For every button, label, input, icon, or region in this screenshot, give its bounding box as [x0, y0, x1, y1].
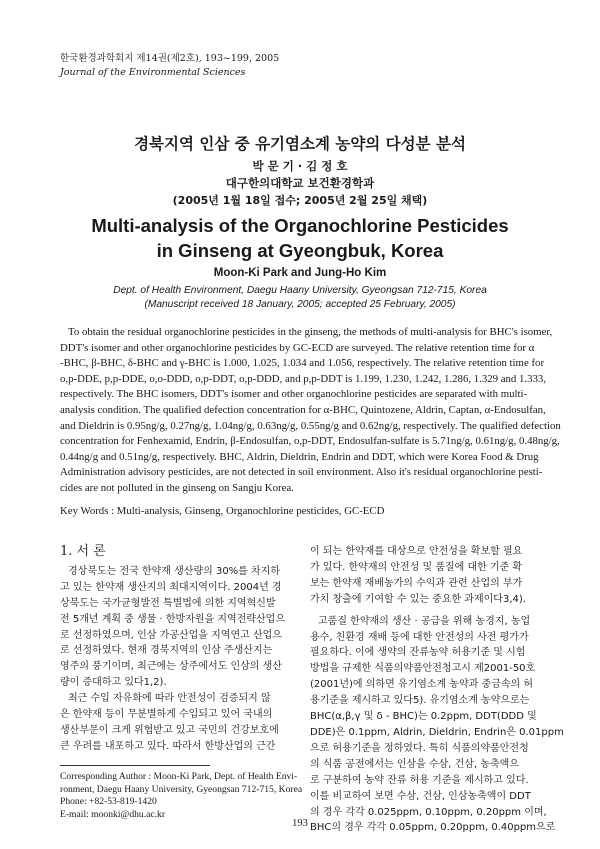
- footnote-line: Corresponding Author : Moon-Ki Park, Dept. of Health Envi-: [60, 771, 298, 782]
- body-line: 가치 창출에 기여할 수 있는 중요한 과제이다3,4).: [310, 593, 526, 605]
- abstract-line: concentration for Fenhexamid, Endrin, β-Endosulfan, o,p-DDT, Endosulfan-sulfate is 5.71ng/g, 0.61ng/g, 0.48ng/g,: [60, 435, 560, 448]
- footnote-line: E-mail: moonki@dhu.ac.kr: [60, 808, 166, 820]
- footnote-line: ronment, Daegu Haany University, Gyeongsan 712-715, Korea: [60, 783, 303, 795]
- section-heading: 1. 서 론: [60, 544, 106, 559]
- abstract-line: o,p-DDE, p,p-DDE, o,o-DDD, o,p-DDT, o,p-DDD, and p,p-DDT is 1.199, 1.230, 1.242, 1.286, 1.329 and 1.333,: [60, 372, 547, 385]
- body-line: 방법을 규제한 식품의약품안전청고시 제2001-50호: [310, 663, 536, 675]
- abstract-line: To obtain the residual organochlorine pesticides in the ginseng, the methods of multi-analysis for BHC's isomer,: [68, 326, 553, 338]
- abstract-line: Administration advisory pesticides, are not detected in soil environment. Also it's residual organochlorine pesti-: [60, 466, 543, 479]
- body-line: 용수, 친환경 재배 등에 대한 안전성의 사전 평가가: [310, 631, 529, 643]
- body-line: 생산부문이 크게 위협받고 있고 국민의 건강보호에: [60, 724, 279, 736]
- abstract-line: and Dieldrin is 0.95ng/g, 0.27ng/g, 1.04ng/g, 0.63ng/g, 0.55ng/g and 0.62ng/g, respectively. The qualified defection: [60, 419, 561, 432]
- abstract-line: respectively. The BHC isomers, DDT's isomer and other organochlorine pesticides are separated with multi-: [60, 388, 528, 401]
- title-en-line1: Multi-analysis of the Organochlorine Pesticides: [91, 215, 509, 236]
- body-line: 최근 수입 자유화에 따라 안전성이 검증되지 않: [68, 693, 271, 705]
- affiliation-en-block: [0, 284, 600, 312]
- body-column-left: [60, 544, 292, 755]
- journal-citation-kr: 한국환경과학회지 제14권(제2호), 193~199, 2005: [60, 53, 280, 64]
- body-line: 고 있는 한약재 생산지의 최대지역이다. 2004년 경: [60, 581, 282, 593]
- body-line: 로 구분하여 농약 잔류 허용 기준을 제시하고 있다.: [310, 774, 529, 786]
- body-line: 로 선정하였다. 현재 경북지역의 인삼 주생산지는: [60, 645, 273, 657]
- body-line: 은 한약재 등이 무분별하게 수입되고 있어 국내의: [60, 709, 273, 721]
- body-line: 으로 허용기준을 정하였다. 특히 식품의약품안전청: [310, 742, 529, 754]
- dates-en: (Manuscript received 18 January, 2005; accepted 25 February, 2005): [144, 299, 456, 310]
- body-line: DDE)은 0.1ppm, Aldrin, Dieldrin, Endrin은 0.01ppm: [310, 726, 564, 738]
- body-line: 전 5개년 계획 중 생물 · 한방자원을 지역전략산업으: [60, 613, 285, 625]
- abstract-line: -BHC, β-BHC, δ-BHC and γ-BHC is 1.000, 1.025, 1.034 and 1.056, respectively. The relative retention time for: [60, 357, 545, 370]
- body-line: 경상북도는 전국 한약재 생산량의 30%를 차지하: [68, 565, 280, 577]
- abstract-line: analysis condition. The qualified defection concentration for α-BHC, Quintozene, Aldrin, Captan, α-Endosulfan,: [60, 403, 546, 416]
- body-line: 로 선정하였으며, 인삼 가공산업을 지역연고 산업으: [60, 629, 282, 641]
- body-line: 가 있다. 한약재의 안전성 및 품질에 대한 기준 확: [310, 561, 523, 573]
- affiliation-en: Dept. of Health Environment, Daegu Haany University, Gyeongsan 712-715, Korea: [113, 285, 487, 296]
- body-line: 의 식품 공전에서는 인삼을 수삼, 건삼, 농축액으: [310, 758, 519, 770]
- body-line: 큰 우려를 내포하고 있다. 따라서 한방산업의 근간: [60, 740, 276, 752]
- corresponding-author-footnote: [60, 771, 303, 821]
- abstract-line: DDT's isomer and other organochlorine pesticides by GC-ECD are surveyed. The relative retention time for α: [60, 341, 535, 354]
- authors-en: Moon-Ki Park and Jung-Ho Kim: [213, 267, 387, 279]
- title-en: [0, 213, 600, 263]
- abstract: [60, 325, 561, 497]
- dates-kr: (2005년 1월 18일 접수; 2005년 2월 25일 채택): [172, 194, 428, 207]
- abstract-line: cides are not polluted in the ginseng on Sangju Korea.: [60, 481, 294, 494]
- abstract-line: 0.44ng/g and 0.51ng/g, respectively. BHC, Aldrin, Dieldrin, Endrin and DDT, which were Korea Food & Drug: [60, 450, 539, 463]
- body-line: 필요하다. 이에 생약의 잔류농약 허용기준 및 시험: [310, 647, 526, 659]
- footnote-line: Phone: +82-53-819-1420: [60, 796, 157, 807]
- journal-name-en: Journal of the Environmental Sciences: [60, 67, 246, 78]
- title-kr: 경북지역 인삼 중 유기염소계 농약의 다성분 분석: [134, 135, 466, 153]
- body-line: (2001년)에 의하면 유기염소계 농약과 중금속의 허: [310, 679, 534, 691]
- body-line: 상북도는 국가균형발전 특별법에 의한 지역혁신발: [60, 597, 276, 609]
- body-line: 이 되는 한약재를 대상으로 안전성을 확보할 필요: [310, 546, 523, 557]
- footnote-divider: [60, 765, 210, 766]
- journal-header: [60, 52, 279, 80]
- body-line: 의 경우 각각 0.025ppm, 0.10ppm, 0.20ppm 이며,: [310, 806, 547, 818]
- keywords: Key Words : Multi-analysis, Ginseng, Organochlorine pesticides, GC-ECD: [60, 505, 385, 517]
- affiliation-kr: 대구한의대학교 보건환경학과: [225, 176, 375, 190]
- body-line: 영주의 풍기이며, 최근에는 상주에서도 인삼의 생산: [60, 661, 282, 673]
- body-line: 고품질 한약재의 생산 · 공급을 위해 농경지, 농업: [318, 615, 531, 627]
- body-line: 량이 증대하고 있다1,2).: [60, 677, 167, 689]
- body-line: BHC의 경우 각각 0.05ppm, 0.20ppm, 0.40ppm으로: [310, 822, 556, 834]
- body-line: 보는 한약재 재배농가의 수익과 관련 산업의 부가: [310, 577, 523, 589]
- body-line: 용기준을 제시하고 있다5). 유기염소계 농약으로는: [310, 695, 530, 707]
- authors-kr: 박 문 기 · 김 정 호: [252, 159, 348, 173]
- page-number: 193: [292, 818, 308, 829]
- body-line: BHC(α,β,γ 및 δ - BHC)는 0.2ppm, DDT(DDD 및: [310, 711, 537, 723]
- body-column-right: [310, 544, 564, 836]
- body-line: 이를 비교하여 보면 수삼, 건삼, 인삼농축액이 DDT: [310, 790, 531, 802]
- title-en-line2: in Ginseng at Gyeongbuk, Korea: [156, 240, 444, 261]
